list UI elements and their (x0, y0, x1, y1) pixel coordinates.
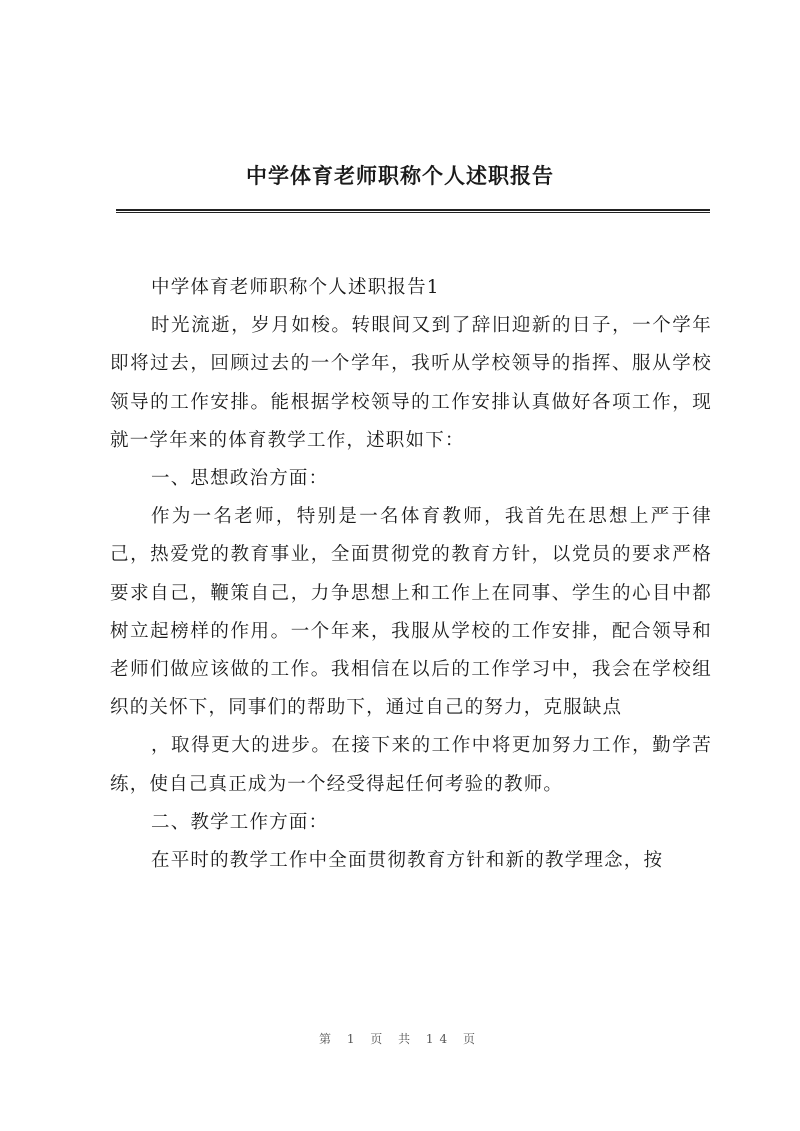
paragraph: ，取得更大的进步。在接下来的工作中将更加努力工作，勤学苦练，使自己真正成为一个经受得起任何考验的教师。 (110, 735, 712, 795)
paragraph: 时光流逝，岁月如梭。转眼间又到了辞旧迎新的日子，一个学年即将过去，回顾过去的一个学年，我听从学校领导的指挥、服从学校领导的工作安排。能根据学校领导的工作安排认真做好各项工作，现就一学年来的体育教学工作，述职如下： (110, 315, 712, 451)
title-divider (116, 209, 710, 213)
page-number: 第 1 页 共 14 页 (319, 1032, 481, 1046)
section-heading: 一、思想政治方面： (151, 468, 329, 490)
paragraph: 在平时的教学工作中全面贯彻教育方针和新的教学理念，按 (151, 850, 664, 872)
section-heading: 中学体育老师职称个人述职报告1 (151, 277, 440, 298)
section-heading: 二、教学工作方面： (151, 811, 329, 833)
paragraph: 作为一名老师，特别是一名体育教师，我首先在思想上严于律己，热爱党的教育事业，全面贯彻党的教育方针，以党员的要求严格要求自己，鞭策自己，力争思想上和工作上在同事、学生的心目中都树立起榜样的作用。一个年来，我服从学校的工作安排，配合领导和老师们做应该做的工作。我相信在以后的工作学习中，我会在学校组织的关怀下，同事们的帮助下，通过自己的努力，克服缺点 (110, 506, 712, 719)
document-body (110, 269, 712, 880)
document-title: 中学体育老师职称个人述职报告 (246, 163, 554, 188)
